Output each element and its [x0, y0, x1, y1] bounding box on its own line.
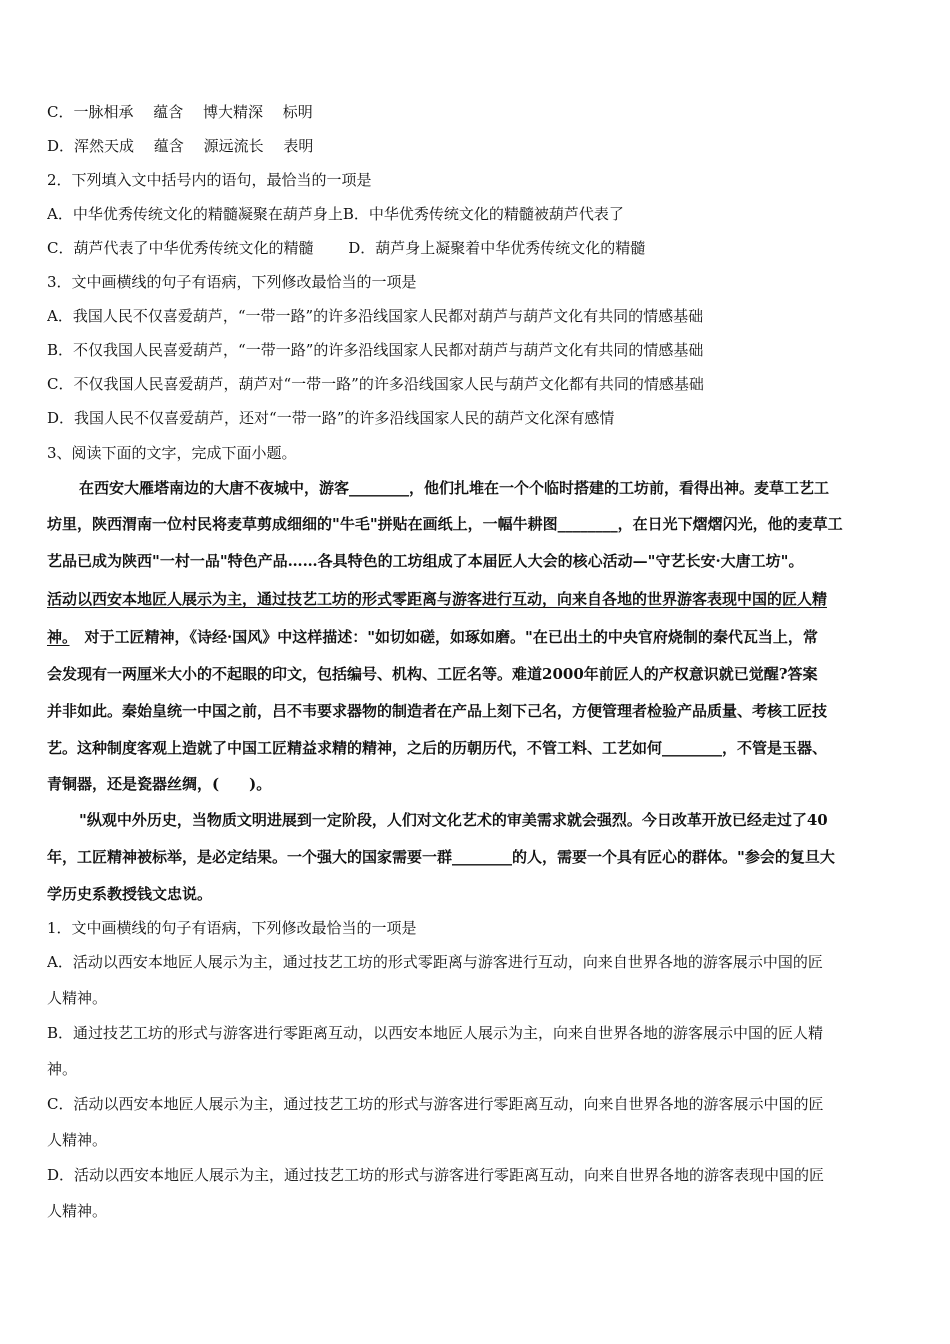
passage-p2-line3: 学历史系教授钱文忠说。 [47, 885, 213, 903]
passage-p1-line6: 会发现有一两厘米大小的不起眼的印文，包括编号、机构、工匠名等。难道2000年前匠人的产权意识就已觉醒?答案 [47, 665, 818, 683]
section3-heading: 3、阅读下面的文字，完成下面小题。 [47, 444, 297, 462]
sub-q1-option-a-line1: A．活动以西安本地匠人展示为主，通过技艺工坊的形式零距离与游客进行互动，向来自世界各地的游客展示中国的匠 [47, 953, 823, 971]
passage-p1-line3: 艺品已成为陕西"一村一品"特色产品……各具特色的工坊组成了本届匠人大会的核心活动—"守艺长安·大唐工坊"。 [47, 552, 804, 570]
passage-p1-line8: 艺。这种制度客观上造就了中国工匠精益求精的精神，之后的历朝历代，不管工料、工艺如何________，不管是玉器、 [47, 739, 828, 757]
passage-p2-line2: 年，工匠精神被标举，是必定结果。一个强大的国家需要一群________的人，需要一个具有匠心的群体。"参会的复旦大 [47, 848, 835, 866]
q1-option-d: D．浑然天成 蕴含 源远流长 表明 [47, 137, 314, 155]
passage-underlined-sentence: 活动以西安本地匠人展示为主，通过技艺工坊的形式零距离与游客进行互动，向来自各地的世界游客表现中国的匠人精 [47, 590, 828, 608]
passage-underlined-end: 神。 [47, 628, 70, 646]
q3-option-a: A．我国人民不仅喜爱葫芦，“一带一路”的许多沿线国家人民都对葫芦与葫芦文化有共同的情感基础 [47, 307, 704, 325]
q3-option-b: B．不仅我国人民喜爱葫芦，“一带一路”的许多沿线国家人民都对葫芦与葫芦文化有共同的情感基础 [47, 341, 704, 359]
sub-q1-stem: 1．文中画横线的句子有语病，下列修改最恰当的一项是 [47, 919, 417, 937]
q1-option-c: C．一脉相承 蕴含 博大精深 标明 [47, 103, 313, 121]
q3-option-c: C．不仅我国人民喜爱葫芦，葫芦对“一带一路”的许多沿线国家人民与葫芦文化都有共同的情感基础 [47, 375, 704, 393]
q3-option-d: D．我国人民不仅喜爱葫芦，还对“一带一路”的许多沿线国家人民的葫芦文化深有感情 [47, 409, 615, 427]
q2-options-cd: C．葫芦代表了中华优秀传统文化的精髓 D．葫芦身上凝聚着中华优秀传统文化的精髓 [47, 239, 646, 257]
sub-q1-option-d-line2: 人精神。 [47, 1202, 108, 1220]
passage-p1-line1: 在西安大雁塔南边的大唐不夜城中，游客________，他们扎堆在一个个临时搭建的工坊前，看得出神。麦草工艺工 [79, 479, 830, 497]
sub-q1-option-b-line2: 神。 [47, 1060, 78, 1078]
sub-q1-option-c-line1: C．活动以西安本地匠人展示为主，通过技艺工坊的形式与游客进行零距离互动，向来自世界各地的游客展示中国的匠 [47, 1095, 824, 1113]
sub-q1-option-c-line2: 人精神。 [47, 1131, 108, 1149]
passage-p1-line5-rest: 对于工匠精神，《诗经·国风》中这样描述："如切如磋，如琢如磨。"在已出土的中央官府烧制的秦代瓦当上，常 [69, 628, 818, 646]
passage-p1-line2: 坊里，陕西渭南一位村民将麦草剪成细细的"牛毛"拼贴在画纸上，一幅牛耕图________，在日光下熠熠闪光，他的麦草工 [47, 515, 843, 533]
q3-stem: 3．文中画横线的句子有语病，下列修改最恰当的一项是 [47, 273, 417, 291]
passage-p1-line7: 并非如此。秦始皇统一中国之前，吕不韦要求器物的制造者在产品上刻下己名，方便管理者检验产品质量、考核工匠技 [47, 702, 828, 720]
sub-q1-option-b-line1: B．通过技艺工坊的形式与游客进行零距离互动，以西安本地匠人展示为主，向来自世界各地的游客展示中国的匠人精 [47, 1024, 824, 1042]
sub-q1-option-a-line2: 人精神。 [47, 989, 108, 1007]
sub-q1-option-d-line1: D．活动以西安本地匠人展示为主，通过技艺工坊的形式与游客进行零距离互动，向来自世界各地的游客表现中国的匠 [47, 1166, 825, 1184]
passage-p1-line9: 青铜器，还是瓷器丝绸，( )。 [47, 775, 272, 793]
passage-p2-line1: "纵观中外历史，当物质文明进展到一定阶段，人们对文化艺术的审美需求就会强烈。今日改革开放已经走过了40 [79, 811, 828, 829]
q2-options-ab: A．中华优秀传统文化的精髓凝聚在葫芦身上B．中华优秀传统文化的精髓被葫芦代表了 [47, 205, 624, 223]
q2-stem: 2．下列填入文中括号内的语句，最恰当的一项是 [47, 171, 372, 189]
passage-p1-line5 [47, 627, 903, 647]
